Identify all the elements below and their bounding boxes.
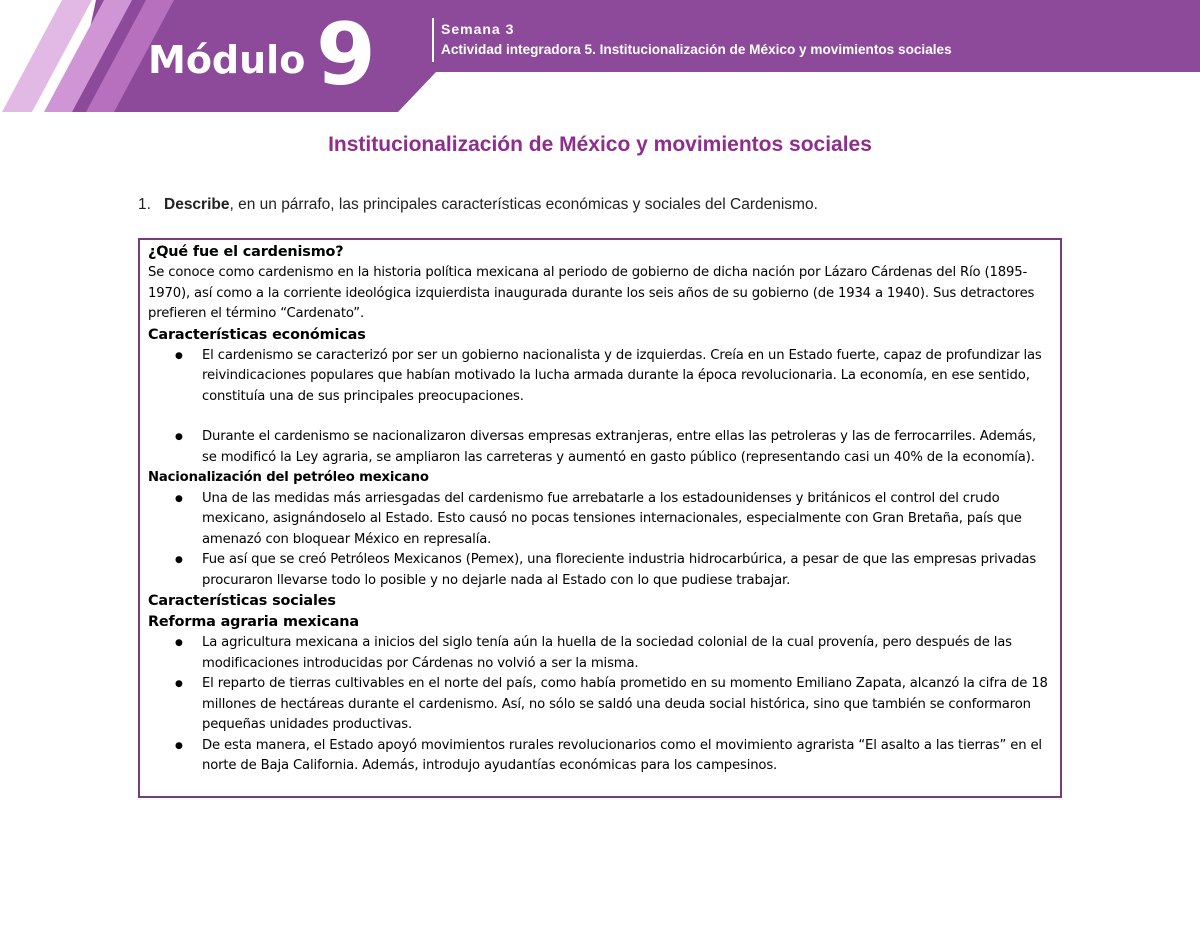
header-banner <box>0 0 1200 112</box>
header-divider <box>432 18 434 62</box>
list-item: ● El reparto de tierras cultivables en el norte del país, como había prometido en su momento Emiliano Zapata, alcanzó la cifra de 18 millones de hectáreas durante el cardenismo. Así, no sólo se saldó una deuda social histórica, sino que también se conformaron pequeñas unidades productivas. <box>148 674 1052 736</box>
economic-list <box>148 346 1052 408</box>
list-item: ● Durante el cardenismo se nacionalizaron diversas empresas extranjeras, entre ellas las petroleras y las de ferrocarriles. Además, se modificó la Ley agraria, se ampliaron las carreteras y aumentó en gasto público (representando casi un 40% de la economía). <box>148 427 1052 468</box>
heading-agrarian: Reforma agraria mexicana <box>148 614 359 630</box>
heading-what-is: ¿Qué fue el cardenismo? <box>148 244 344 260</box>
list-item: ● La agricultura mexicana a inicios del siglo tenía aún la huella de la sociedad colonial de la cual provenía, pero después de las modificaciones introducidas por Cárdenas no volvió a ser la misma. <box>148 633 1052 674</box>
module-number: 9 <box>316 5 376 105</box>
question-1 <box>138 196 818 214</box>
activity-title: Actividad integradora 5. Institucionalización de México y movimientos sociales <box>441 42 952 57</box>
question-number: 1. <box>138 196 151 213</box>
answer-box <box>138 238 1062 798</box>
spacer <box>148 407 1052 427</box>
page-title: Institucionalización de México y movimientos sociales <box>328 133 872 156</box>
question-text: , en un párrafo, las principales características económicas y sociales del Cardenismo. <box>229 196 818 213</box>
question-verb: Describe <box>164 196 230 213</box>
heading-economic: Características económicas <box>148 326 366 343</box>
heading-social: Características sociales <box>148 593 336 609</box>
economic-list-2 <box>148 427 1052 468</box>
list-item: ● El cardenismo se caracterizó por ser un gobierno nacionalista y de izquierdas. Creía en un Estado fuerte, capaz de profundizar las reivindicaciones populares que habían motivado la lucha armada durante la época revolucionaria. La economía, en ese sentido, constituía una de sus principales preocupaciones. <box>148 346 1052 408</box>
oil-list <box>148 489 1052 592</box>
list-item: ● Fue así que se creó Petróleos Mexicanos (Pemex), una floreciente industria hidrocarbúrica, a pesar de que las empresas privadas procuraron llevarse todo lo posible y no dejarle nada al Estado con lo que pudiese trabajar. <box>148 550 1052 591</box>
agrarian-list <box>148 633 1052 777</box>
list-item: ● De esta manera, el Estado apoyó movimientos rurales revolucionarios como el movimiento agrarista “El asalto a las tierras” en el norte de Baja California. Además, introdujo ayudantías económicas para los campesinos. <box>148 736 1052 777</box>
week-label: Semana 3 <box>441 21 515 37</box>
list-item: ● Una de las medidas más arriesgadas del cardenismo fue arrebatarle a los estadounidenses y británicos el control del crudo mexicano, asignándoselo al Estado. Esto causó no pocas tensiones internacionales, especialmente con Gran Bretaña, país que amenazó con bloquear México en represalía. <box>148 489 1052 551</box>
intro-paragraph: Se conoce como cardenismo en la historia política mexicana al periodo de gobierno de dicha nación por Lázaro Cárdenas del Río (1895-1970), así como a la corriente ideológica izquierdista inaugurada durante los seis años de su gobierno (de 1934 a 1940). Sus detractores prefieren el término “Cardenato”. <box>148 265 1035 321</box>
heading-oil: Nacionalización del petróleo mexicano <box>148 470 429 485</box>
module-word: Módulo <box>148 38 306 82</box>
